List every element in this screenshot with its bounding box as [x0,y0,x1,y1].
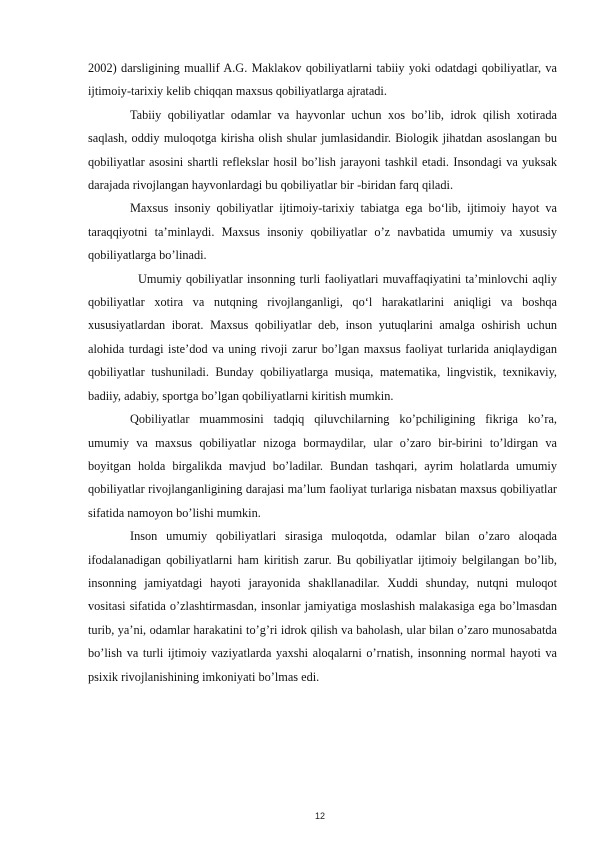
paragraph-general-abilities: Umumiy qobiliyatlar insonning turli faoliyatlari muvaffaqiyatini ta’minlovchi aqliy qobiliyatlar xotira va nutqning rivojlanganligi, qo‘l harakatlarini aniqligi va boshqa xususiyatlardan iborat. Maxsus qobiliyatlar deb, inson yutuqlarini amalga oshirish uchun alohida turdagi iste’dod va uning rivoji zarur bo’lgan maxsus faoliyat turlarida aniqlaydigan qobiliyatlar tushuniladi. Bunday qobiliyatlarga musiqa, matematika, lingvistik, texnikaviy, badiiy, adabiy, sportga bo’lgan qobiliyatlarni kiritish mumkin. [88,271,557,403]
paragraph-continuation: 2002) darsligining muallif A.G. Maklakov qobiliyatlarni tabiiy yoki odatdagi qobiliyatlar, va ijtimoiy-tarixiy kelib chiqqan maxsus qobiliyatlarga ajratadi. [88,61,557,99]
paragraph-communication-abilities: Inson umumiy qobiliyatlari sirasiga muloqotda, odamlar bilan o’zaro aloqada ifodalanadigan qobiliyatlarni ham kiritish zarur. Bu qobiliyatlar ijtimoiy belgilangan bo’lib, insonning jamiyatdagi hayoti jarayonida shakllanadilar. Xuddi shunday, nutqni muloqot vositasi sifatida o’zlashtirmasdan, insonlar jamiyatiga moslashish malakasiga ega bo’lmasdan turib, ya’ni, odamlar harakatini to’g’ri idrok qilish va baholash, ular bilan o’zaro munosabatda bo’lish va turli ijtimoiy vaziyatlarda yaxshi aloqalarni o’rnatish, insonning normal hayoti va psixik rivojlanishining imkoniyati bo’lmas edi. [88,529,557,684]
paragraph-abilities-research: Qobiliyatlar muammosini tadqiq qiluvchilarning ko’pchiligining fikriga ko’ra, umumiy va maxsus qobiliyatlar nizoga bormaydilar, ular o’zaro bir-birini to’ldirgan va boyitgan holda birgalikda mavjud bo’ladilar. Bundan tashqari, ayrim holatlarda umumiy qobiliyatlar rivojlanganligining darajasi ma’lum faoliyat turlariga nisbatan maxsus qobiliyatlar sifatida namoyon bo’lishi mumkin. [88,412,557,520]
paragraph-natural-abilities: Tabiiy qobiliyatlar odamlar va hayvonlar uchun xos bo’lib, idrok qilish xotirada saqlash, oddiy muloqotga kirisha olish shular jumlasidandir. Biologik jihatdan asoslangan bu qobiliyatlar asosini shartli reflekslar hosil bo’lish jarayoni tashkil etadi. Insondagi va yuksak darajada rivojlangan hayvonlardagi bu qobiliyatlar bir -biridan farq qiladi. [88,107,557,193]
paragraph-special-human-abilities: Maxsus insoniy qobiliyatlar ijtimoiy-tarixiy tabiatga ega bo‘lib, ijtimoiy hayot va taraqqiyotni ta’minlaydi. Maxsus insoniy qobiliyatlar o’z navbatida umumiy va xususiy qobiliyatlarga bo’linadi. [88,201,557,263]
document-page [88,57,557,689]
page-number: 12 [314,811,325,821]
